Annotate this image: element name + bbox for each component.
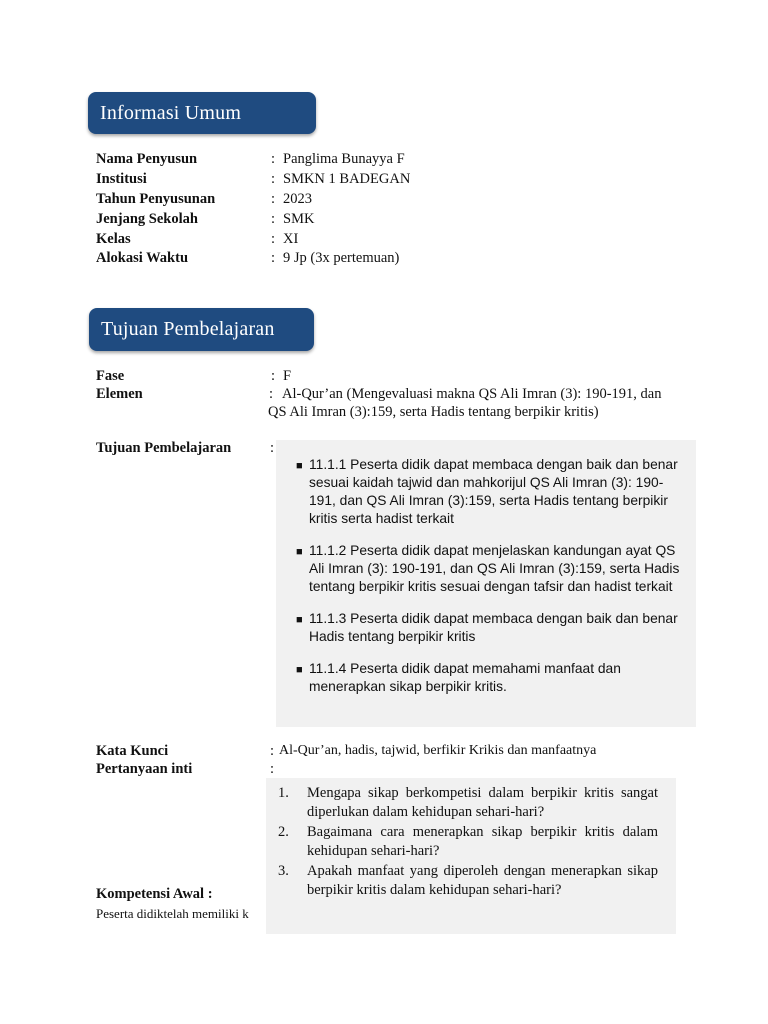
colon: :	[270, 761, 275, 777]
item-number: 2.	[278, 824, 289, 840]
item-number: 3.	[278, 863, 289, 879]
colon: :	[270, 743, 275, 759]
tujuan-item-text: 11.1.3 Peserta didik dapat membaca dengan baik dan benar Hadis tentang berpikir kritis	[309, 611, 678, 644]
list-item	[278, 784, 658, 822]
colon: :	[269, 386, 274, 402]
pertanyaan-text: Apakah manfaat yang diperoleh dengan menerapkan sikap berpikir kritis dalam kehidupan sehari-hari?	[307, 863, 658, 898]
tujuan-item-text: 11.1.2 Peserta didik dapat menjelaskan kandungan ayat QS Ali Imran (3): 190-191, dan QS Ali Imran (3):159, serta Hadis tentang berpikir kritis sesuai dengan tafsir dan hadist terkait	[309, 543, 680, 594]
section-title: Tujuan Pembelajaran	[101, 318, 275, 340]
info-value: SMK	[283, 210, 315, 227]
section-header-informasi-umum	[88, 92, 316, 134]
colon: :	[270, 440, 275, 456]
bullet-icon: ■	[296, 664, 303, 676]
info-value: XI	[283, 230, 299, 247]
fase-label: Fase	[96, 368, 125, 384]
tujuan-item-text: 11.1.1 Peserta didik dapat membaca dengan baik dan benar sesuai kaidah tajwid dan mahkorijul QS Ali Imran (3): 190-191, dan QS Ali Imran (3):159, serta Hadis tentang berpikir kritis serta hadist terkait	[309, 457, 678, 526]
list-item	[296, 610, 688, 646]
info-row	[96, 170, 410, 190]
colon: :	[271, 190, 276, 207]
list-item	[278, 823, 658, 861]
info-row	[96, 249, 410, 269]
list-item	[296, 542, 688, 596]
colon: :	[271, 210, 276, 227]
info-label: Jenjang Sekolah	[96, 210, 198, 227]
info-value: Panglima Bunayya F	[283, 151, 405, 168]
list-item	[296, 456, 688, 528]
colon: :	[271, 368, 276, 384]
info-value: SMKN 1 BADEGAN	[283, 171, 411, 188]
info-row	[96, 190, 410, 210]
elemen-value-line2: QS Ali Imran (3):159, serta Hadis tentang berpikir kritis)	[268, 404, 599, 420]
tujuan-item-text: 11.1.4 Peserta didik dapat memahami manfaat dan menerapkan sikap berpikir kritis.	[309, 661, 621, 694]
section-title: Informasi Umum	[100, 101, 242, 124]
elemen-value-line1: Al-Qur’an (Mengevaluasi makna QS Ali Imran (3): 190-191, dan	[282, 386, 662, 402]
pertanyaan-inti-label: Pertanyaan inti	[96, 761, 193, 777]
info-value: 9 Jp (3x pertemuan)	[283, 250, 400, 267]
bullet-icon: ■	[296, 614, 303, 626]
colon: :	[271, 171, 276, 188]
pertanyaan-text: Mengapa sikap berkompetisi dalam berpikir kritis sangat diperlukan dalam kehidupan sehari-hari?	[307, 785, 658, 820]
colon: :	[271, 230, 276, 247]
tujuan-pembelajaran-list	[296, 456, 688, 710]
colon: :	[271, 151, 276, 168]
tujuan-pembelajaran-label: Tujuan Pembelajaran	[96, 440, 232, 456]
info-row	[96, 229, 410, 249]
elemen-label: Elemen	[96, 386, 143, 402]
kata-kunci-value: Al-Qur’an, hadis, tajwid, berfikir Krikis dan manfaatnya	[279, 743, 597, 758]
informasi-umum-table	[96, 150, 410, 269]
kompetensi-awal-value: Peserta didiktelah memiliki k	[96, 906, 249, 921]
info-label: Tahun Penyusunan	[96, 190, 216, 207]
info-row	[96, 150, 410, 170]
kata-kunci-label: Kata Kunci	[96, 743, 169, 759]
list-item	[296, 660, 688, 696]
info-value: 2023	[283, 190, 312, 207]
item-number: 1.	[278, 785, 289, 801]
info-label: Institusi	[96, 171, 147, 188]
bullet-icon: ■	[296, 460, 303, 472]
fase-value: F	[283, 368, 292, 384]
colon: :	[271, 250, 276, 267]
pertanyaan-text: Bagaimana cara menerapkan sikap berpikir kritis dalam kehidupan sehari-hari?	[307, 824, 658, 859]
info-label: Kelas	[96, 230, 131, 247]
info-label: Nama Penyusun	[96, 151, 198, 168]
section-header-tujuan-pembelajaran	[89, 308, 314, 351]
info-row	[96, 209, 410, 229]
pertanyaan-inti-list	[278, 784, 658, 901]
list-item	[278, 862, 658, 900]
info-label: Alokasi Waktu	[96, 250, 189, 267]
bullet-icon: ■	[296, 546, 303, 558]
kompetensi-awal-label: Kompetensi Awal :	[96, 886, 213, 902]
